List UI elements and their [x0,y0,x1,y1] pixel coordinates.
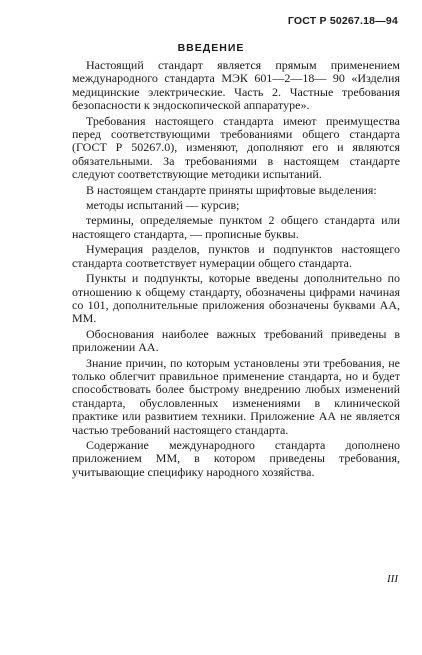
paragraph: Требования настоящего стандарта имеют преимущества перед соответствующими требованиями общего стандарта (ГОСТ Р 50267.0), изменяют, дополняют его и являются обязательными. За требованиями в настоящем стандарте следуют соответствующие методики испытаний. [72,113,400,182]
page-title: ВВЕДЕНИЕ [177,42,245,54]
paragraph: Знание причин, по которым установлены эти требования, не только облегчит правильное применение стандарта, но и будет способствовать более быстрому внедрению любых изменений стандарта, обусловленных изменениями в клинической практике или развитием техники. Приложение АА не является частью требований настоящего стандарта. [72,355,400,437]
page-number: III [387,573,398,585]
paragraph: термины, определяемые пунктом 2 общего стандарта или настоящего стандарта, — прописные буквы. [72,213,400,241]
paragraph: Нумерация разделов, пунктов и подпунктов настоящего стандарта соответствует нумерации общего стандарта. [72,242,400,270]
standard-code: ГОСТ Р 50267.18—94 [287,15,398,27]
paragraph: методы испытаний — курсив; [86,198,240,213]
paragraph: Пункты и подпункты, которые введены дополнительно по отношению к общему стандарту, обозначены цифрами начиная со 101, дополнительные приложения обозначены буквами АА, ММ. [72,271,400,326]
paragraph: Содержание международного стандарта дополнено приложением ММ, в котором приведены требования, учитывающие специфику народного хозяйства. [72,437,400,479]
paragraph: Настоящий стандарт является прямым применением международного стандарта МЭК 601—2—18— 90 «Изделия медицинские электрические. Часть 2. Частные требования безопасности к эндоскопической аппаратуре». [72,58,400,113]
paragraph: В настоящем стандарте приняты шрифтовые выделения: [86,182,377,197]
body-text [72,59,400,479]
paragraph: Обоснования наиболее важных требований приведены в приложении АА. [72,326,400,355]
